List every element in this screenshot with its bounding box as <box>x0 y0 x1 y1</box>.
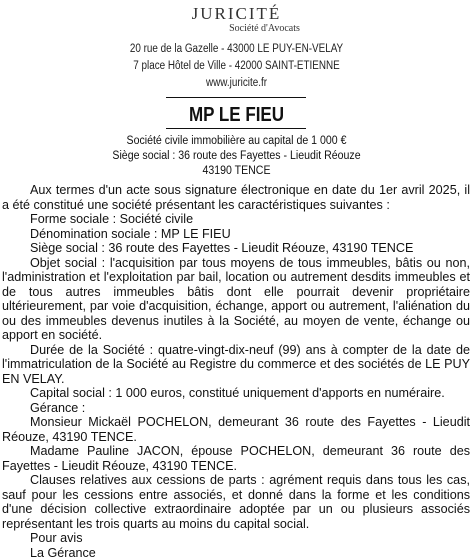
duree-societe: Durée de la Société : quatre-vingt-dix-neuf (99) ans à compter de la date de l'immatriculation de la Société au Registre du commerce et des sociétés de LE PUY EN VELAY. <box>2 343 470 387</box>
firm-website: www.juricite.fr <box>33 75 440 92</box>
objet-social: Objet social : l'acquisition par tous moyens de tous immeubles, bâtis ou non, l'administration et l'exploitation par bail, location ou autrement desdits immeubles et de tous autres immeubles bâtis dont elle pourrait devenir propriétaire ultérieurement, par voie d'acquisition, échange, apport ou autrement, l'aliénation du ou des immeubles devenus inutiles à la Société, au moyen de vente, échange ou apport en société. <box>2 256 470 343</box>
notice-body <box>2 183 470 560</box>
gerance-heading: Gérance : <box>2 401 470 416</box>
company-siege: Siège social : 36 route des Fayettes - Lieudit Réouze <box>19 149 454 164</box>
company-type-capital: Société civile immobilière au capital de 1 000 € <box>19 134 454 149</box>
pour-avis: Pour avis <box>2 531 470 546</box>
capital-social: Capital social : 1 000 euros, constitué uniquement d'apports en numéraire. <box>2 386 470 401</box>
clauses-cession: Clauses relatives aux cessions de parts : agrément requis dans tous les cas, sauf pour les cessions entre associés, et donné dans la forme et les conditions d'une décision collective extraordinaire adoptée par un ou plusieurs associés représentant les trois quarts au moins du capital social. <box>2 473 470 531</box>
gerant-2: Madame Pauline JACON, épouse POCHELON, demeurant 36 route des Fayettes - Lieudit Réouze, 43190 TENCE. <box>2 444 470 473</box>
firm-address-2: 7 place Hôtel de Ville - 42000 SAINT-ETIENNE <box>33 58 440 75</box>
siege-social: Siège social : 36 route des Fayettes - Lieudit Réouze, 43190 TENCE <box>2 241 470 256</box>
firm-subtitle: Société d'Avocats <box>56 23 473 35</box>
gerant-1: Monsieur Mickaël POCHELON, demeurant 36 route des Fayettes - Lieudit Réouze, 43190 TENCE. <box>2 415 470 444</box>
intro-paragraph: Aux termes d'un acte sous signature électronique en date du 1er avril 2025, il a été constitué une société présentant les caractéristiques suivantes : <box>2 183 470 212</box>
firm-address-1: 20 rue de la Gazelle - 43000 LE PUY-EN-VELAY <box>33 41 440 58</box>
company-city: 43190 TENCE <box>19 164 454 179</box>
law-firm-header <box>0 4 473 92</box>
forme-sociale: Forme sociale : Société civile <box>2 212 470 227</box>
firm-logo: JURICITÉ <box>0 4 473 23</box>
denomination-sociale: Dénomination sociale : MP LE FIEU <box>2 227 470 242</box>
divider-bottom <box>166 128 306 129</box>
company-name: MP LE FIEU <box>35 104 437 126</box>
divider-top <box>166 97 306 98</box>
signature: La Gérance <box>2 546 470 560</box>
